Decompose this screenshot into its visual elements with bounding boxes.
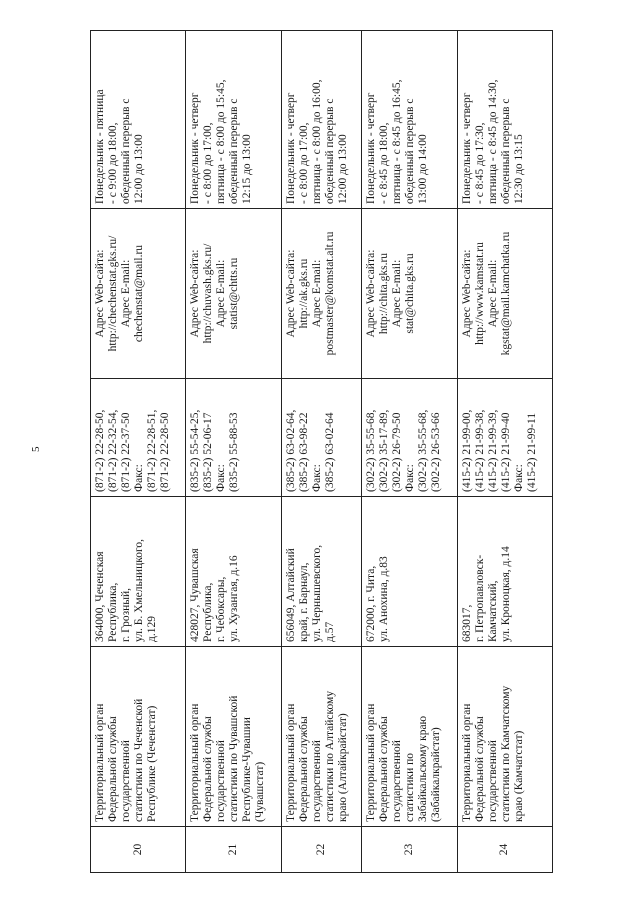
working-hours-line: - с 8:45 до 18:00,	[378, 122, 391, 204]
web-email-cell	[186, 209, 281, 379]
address-line: край, г. Барнаул,	[297, 562, 310, 642]
working-hours-line: 12:00 до 13:00	[336, 134, 349, 204]
phones-line: (871-2) 22-37-50	[120, 412, 132, 492]
working-hours-line: 12:00 до 13:00	[133, 134, 145, 204]
phones-line: (871-2) 22-32-54,	[107, 409, 119, 492]
web-email-line: Адрес E-mail:	[215, 259, 228, 328]
web-email-line: http://chita.gks.ru	[378, 252, 391, 335]
working-hours-cell	[281, 31, 362, 209]
organ-name-line: государственной	[391, 740, 404, 822]
phones-line: Факс:	[404, 464, 417, 492]
row-number: 21	[186, 827, 281, 873]
working-hours-line: обеденный перерыв с	[120, 98, 132, 204]
web-email-line: Адрес E-mail:	[310, 259, 323, 328]
address-line: д.129	[146, 616, 158, 642]
organ-name-cell	[362, 647, 457, 827]
address-cell	[91, 497, 186, 647]
organ-name-line: Территориальный орган	[94, 703, 106, 822]
web-email-line: chechenstat@mail.ru	[133, 244, 145, 343]
phones-line: Факс:	[310, 464, 323, 492]
phones-line: (385-2) 63-02-64	[323, 412, 336, 492]
working-hours-line: 12:15 до 13:00	[241, 134, 254, 204]
organ-name-line: государственной	[120, 740, 132, 822]
phones-line: (835-2) 55-54-25,	[189, 409, 202, 492]
table-row	[91, 31, 186, 873]
address-line: Республика,	[202, 582, 215, 642]
address-cell	[362, 497, 457, 647]
phones-cell	[362, 379, 457, 497]
web-email-line: Адрес E-mail:	[486, 259, 499, 328]
organ-name-line: статистики по Алтайскому	[323, 690, 336, 822]
phones-line: (385-2) 63-02-64,	[284, 409, 297, 492]
working-hours-cell	[91, 31, 186, 209]
working-hours-line: пятница - с 8:00 до 16:00,	[310, 79, 323, 204]
organ-name-line: (Чувашстат)	[254, 761, 267, 822]
web-email-line: postmaster@komstat.alt.ru	[323, 231, 336, 356]
phones-line: (302-2) 35-55-68,	[365, 409, 378, 492]
web-email-cell	[91, 209, 186, 379]
row-number: 24	[457, 827, 552, 873]
working-hours-line: пятница - с 8:45 до 16:45,	[391, 79, 404, 204]
phones-line: (871-2) 22-28-51,	[146, 409, 158, 492]
organ-name-line: Республике-Чувашии	[241, 717, 254, 822]
address-line: ул. Анохина, д.83	[378, 556, 391, 642]
working-hours-line: Понедельник - пятница	[94, 89, 106, 204]
address-line: 656049, Алтайский	[284, 548, 297, 642]
phones-line: Факс:	[512, 464, 525, 492]
working-hours-cell	[186, 31, 281, 209]
address-line: ул. Кроноцкая, д.14	[499, 546, 512, 642]
address-line: ул. Чернышевского,	[310, 544, 323, 642]
organ-name-line: краю (Алтайкрайстат)	[336, 713, 349, 822]
organ-name-line: Территориальный орган	[460, 703, 473, 822]
address-cell	[186, 497, 281, 647]
row-number: 23	[362, 827, 457, 873]
address-line: 364000, Чеченская	[94, 551, 106, 642]
organ-name-line: Территориальный орган	[189, 703, 202, 822]
organ-name-line: статистики по Камчатскому	[499, 685, 512, 822]
phones-line: (302-2) 35-17-89,	[378, 409, 391, 492]
working-hours-line: - с 9:00 до 18:00,	[107, 122, 119, 204]
organ-name-line: государственной	[486, 740, 499, 822]
organ-name-line: Федеральной службы	[473, 716, 486, 822]
phones-line: (302-2) 26-79-50	[391, 412, 404, 492]
working-hours-line: - с 8:45 до 17:30,	[473, 122, 486, 204]
table-row	[362, 31, 457, 873]
phones-line: (415-2) 21-99-39,	[486, 409, 499, 492]
phones-line: (871-2) 22-28-50	[159, 412, 171, 492]
phones-line: Факс:	[133, 464, 145, 492]
web-email-line: http://ak.gks.ru	[297, 258, 310, 329]
working-hours-line: Понедельник - четверг	[365, 92, 378, 204]
phones-line: (302-2) 35-55-68,	[417, 409, 430, 492]
phones-line: (835-2) 52-06-17	[202, 412, 215, 492]
web-email-line: Адрес E-mail:	[120, 259, 132, 328]
organ-name-line: Федеральной службы	[202, 716, 215, 822]
table-row	[281, 31, 362, 873]
organ-name-cell	[91, 647, 186, 827]
row-number: 20	[91, 827, 186, 873]
rotated-table-container	[90, 31, 553, 873]
working-hours-line: пятница - с 8:45 до 14:30,	[486, 79, 499, 204]
address-line: Республика,	[107, 582, 119, 642]
working-hours-line: обеденный перерыв с	[404, 98, 417, 204]
web-email-line: http://chechenstat.gks.ru/	[107, 235, 119, 352]
phones-cell	[457, 379, 552, 497]
web-email-cell	[281, 209, 362, 379]
phones-line: (302-2) 26-53-66	[430, 412, 443, 492]
web-email-line: http://www.kamstat.ru	[473, 242, 486, 345]
address-line: 683017,	[460, 604, 473, 642]
address-line: г. Петропавловск-	[473, 554, 486, 642]
phones-line: (415-2) 21-99-11	[525, 412, 538, 492]
organ-name-line: статистики по	[404, 752, 417, 822]
web-email-line: http://chuvash.gks.ru/	[202, 243, 215, 344]
territorial-organs-table	[90, 30, 553, 873]
phones-line: (385-2) 63-98-22	[297, 412, 310, 492]
working-hours-line: - с 8:00 до 17:00,	[297, 122, 310, 204]
working-hours-line: обеденный перерыв с	[499, 98, 512, 204]
working-hours-line: Понедельник - четверг	[284, 92, 297, 204]
web-email-cell	[457, 209, 552, 379]
working-hours-line: Понедельник - четверг	[189, 92, 202, 204]
address-line: ул. Б. Хмельницкого,	[133, 538, 145, 642]
phones-line: (871-2) 22-28-50,	[94, 409, 106, 492]
address-line: 672000, г. Чита,	[365, 565, 378, 642]
phones-line: (415-2) 21-99-40	[499, 412, 512, 492]
organ-name-line: Территориальный орган	[284, 703, 297, 822]
phones-cell	[186, 379, 281, 497]
organ-name-line: Забайкальскому краю	[417, 715, 430, 822]
phones-cell	[281, 379, 362, 497]
working-hours-line: пятница - с 8:00 до 15:45,	[215, 79, 228, 204]
organ-name-line: Федеральной службы	[297, 716, 310, 822]
organ-name-line: государственной	[310, 740, 323, 822]
web-email-line: Адрес E-mail:	[391, 259, 404, 328]
phones-line: (415-2) 21-99-38,	[473, 409, 486, 492]
organ-name-line: государственной	[215, 740, 228, 822]
working-hours-cell	[457, 31, 552, 209]
organ-name-line: (Забайкалкрайстат)	[430, 727, 443, 822]
web-email-line: stat@chita.gks.ru	[404, 253, 417, 334]
working-hours-line: 12:30 до 13:15	[512, 134, 525, 204]
phones-line: (415-2) 21-99-00,	[460, 409, 473, 492]
phones-line: Факс:	[215, 464, 228, 492]
working-hours-line: - с 8:00 до 17:00,	[202, 122, 215, 204]
organ-name-line: Федеральной службы	[378, 716, 391, 822]
page-number: 5	[30, 446, 42, 452]
address-line: д.57	[323, 621, 336, 642]
organ-name-cell	[457, 647, 552, 827]
web-email-line: Адрес Web-сайта:	[94, 249, 106, 338]
address-line: Камчатский,	[486, 580, 499, 642]
address-line: г. Чебоксары,	[215, 576, 228, 642]
organ-name-cell	[186, 647, 281, 827]
phones-cell	[91, 379, 186, 497]
working-hours-cell	[362, 31, 457, 209]
address-line: ул. Хузангая, д.16	[228, 555, 241, 642]
address-cell	[281, 497, 362, 647]
table-body	[91, 31, 553, 873]
web-email-line: kgstat@mail.kamchatka.ru	[499, 231, 512, 356]
row-number: 22	[281, 827, 362, 873]
organ-name-line: статистики по Чувашской	[228, 695, 241, 822]
working-hours-line: обеденный перерыв с	[228, 98, 241, 204]
working-hours-line: Понедельник - четверг	[460, 92, 473, 204]
organ-name-line: Республике (Чеченстат)	[146, 705, 158, 822]
address-line: г. Грозный,	[120, 587, 132, 642]
phones-line: (835-2) 55-88-53	[228, 412, 241, 492]
address-line: 428027, Чувашская	[189, 548, 202, 642]
organ-name-line: Территориальный орган	[365, 703, 378, 822]
table-row	[457, 31, 552, 873]
table-row	[186, 31, 281, 873]
working-hours-line: 13:00 до 14:00	[417, 134, 430, 204]
organ-name-cell	[281, 647, 362, 827]
organ-name-line: краю (Камчатстат)	[512, 730, 525, 822]
organ-name-line: статистики по Чеченской	[133, 698, 145, 822]
web-email-line: Адрес Web-сайта:	[460, 249, 473, 338]
organ-name-line: Федеральной службы	[107, 716, 119, 822]
web-email-line: Адрес Web-сайта:	[189, 249, 202, 338]
working-hours-line: обеденный перерыв с	[323, 98, 336, 204]
web-email-cell	[362, 209, 457, 379]
web-email-line: Адрес Web-сайта:	[284, 249, 297, 338]
web-email-line: Адрес Web-сайта:	[365, 249, 378, 338]
web-email-line: statist@chtts.ru	[228, 257, 241, 330]
address-cell	[457, 497, 552, 647]
